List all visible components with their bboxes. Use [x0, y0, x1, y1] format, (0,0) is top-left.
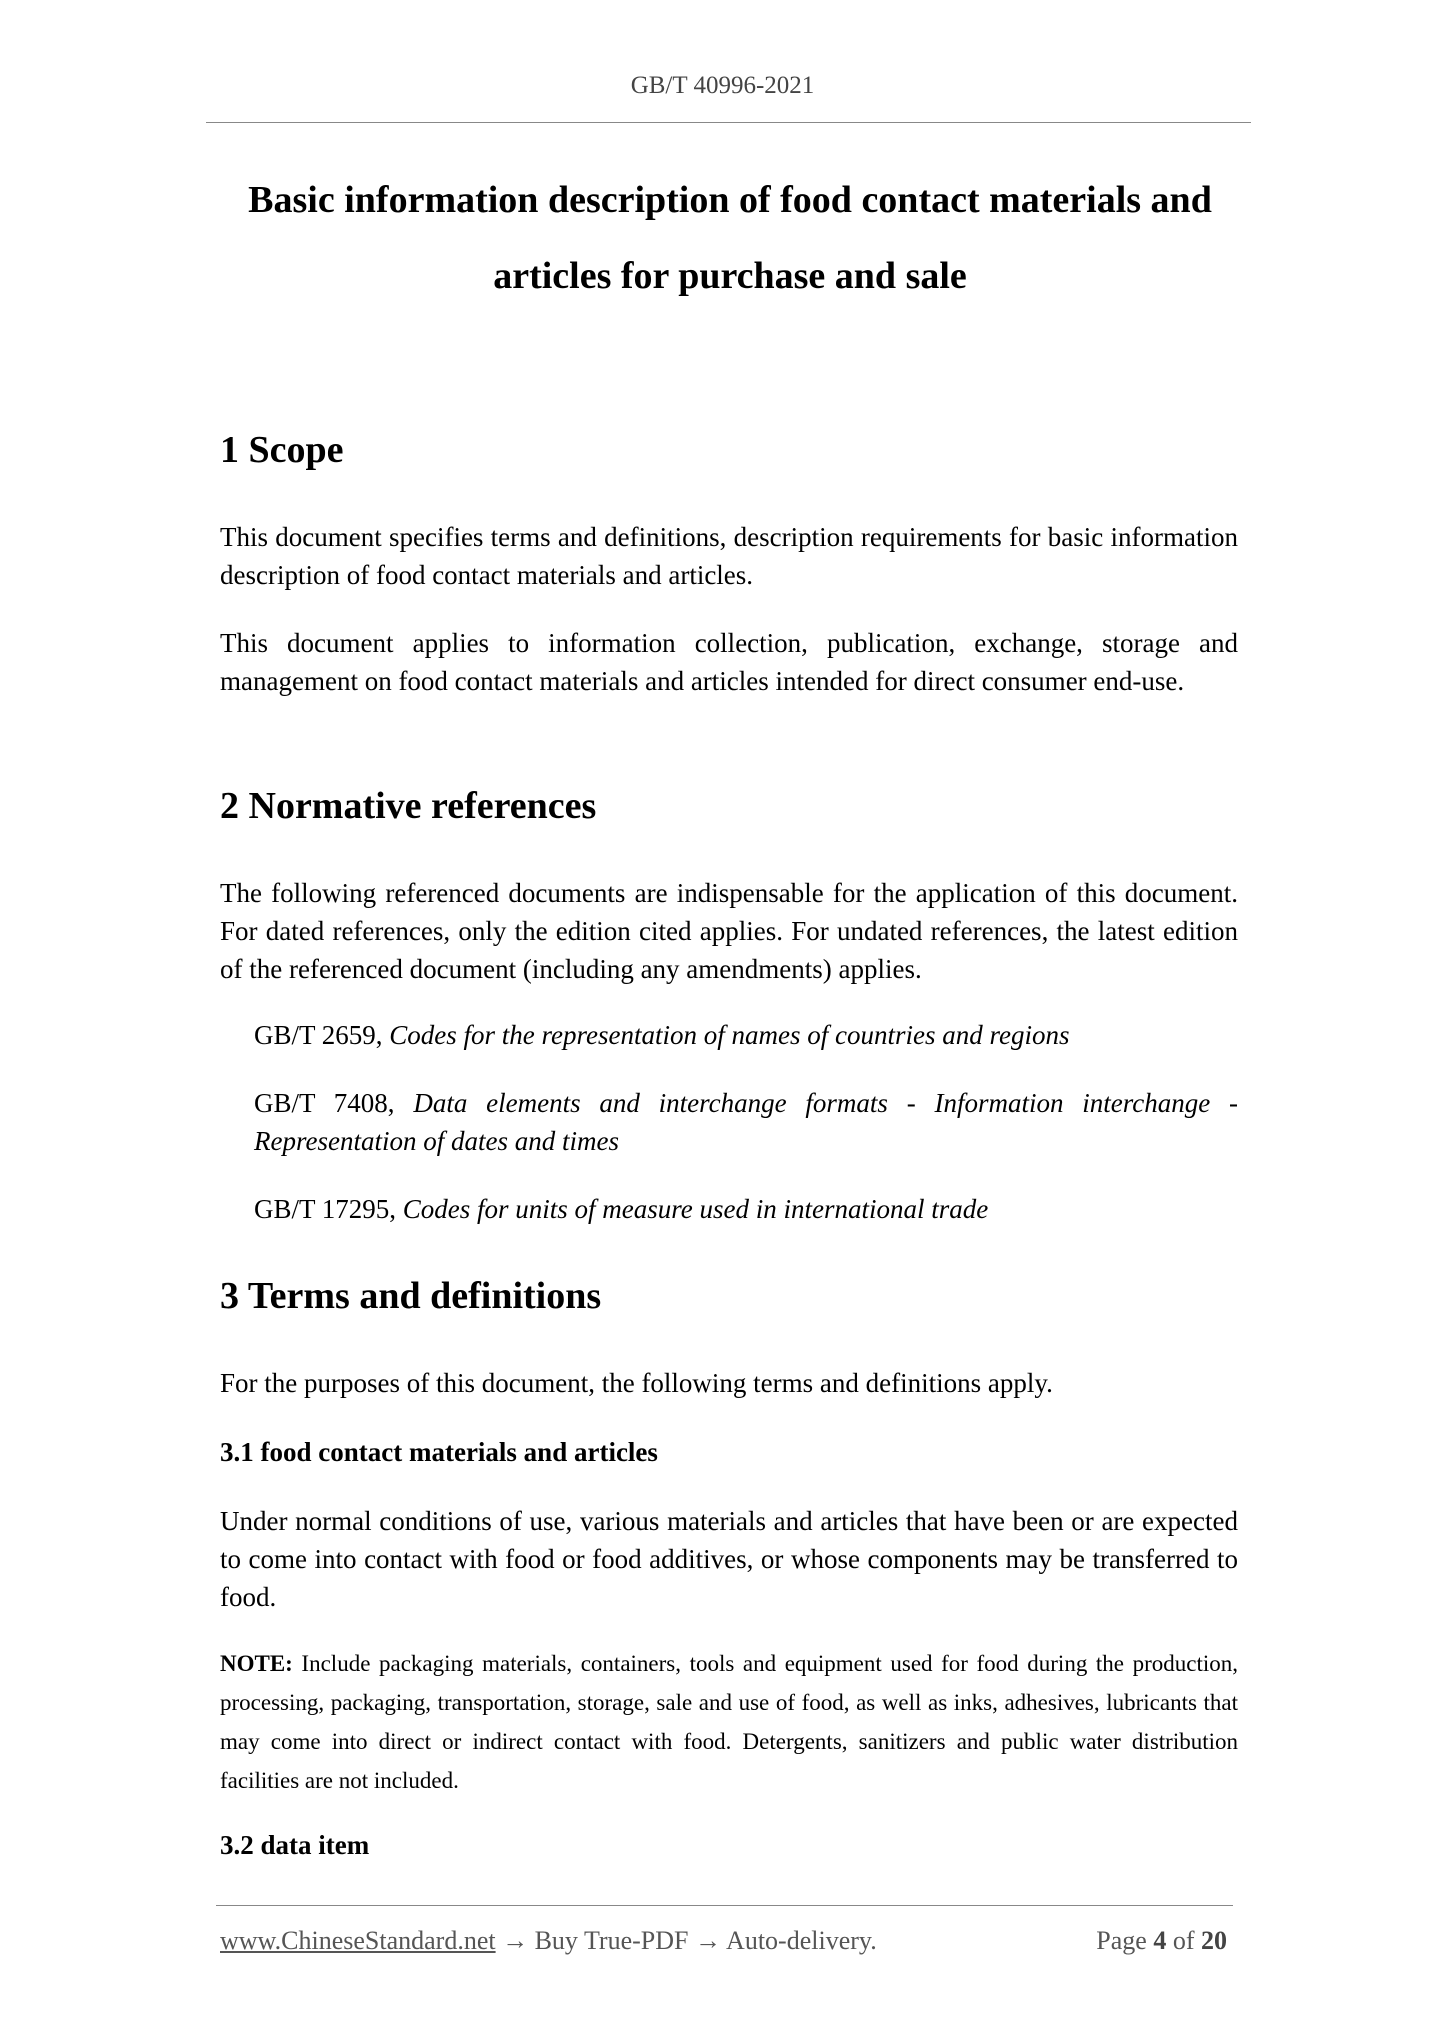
reference-code: GB/T 7408, — [254, 1088, 414, 1118]
subsection-3-1-definition: Under normal conditions of use, various materials and articles that have been or are expected to come into contact with food or food additives, or whose components may be transferred to food. — [220, 1506, 1238, 1612]
footer-site-link[interactable]: www.ChineseStandard.net — [220, 1926, 496, 1955]
section-2-paragraph-1: The following referenced documents are indispensable for the application of this document. For dated references, only the edition cited applies. For undated references, the latest edition of the referenced document (including any amendments) applies. — [220, 878, 1238, 984]
note-text: Include packaging materials, containers, tools and equipment used for food during the production, processing, packaging, transportation, storage, sale and use of food, as well as inks, adhesives, lubricants that may come into direct or indirect contact with food. Detergents, sanitizers and public water distribution facilities are not included. — [220, 1651, 1238, 1793]
header-divider — [206, 122, 1251, 123]
page-current: 4 — [1153, 1926, 1167, 1955]
section-1-heading: 1 Scope — [220, 429, 344, 471]
reference-code: GB/T 17295, — [254, 1194, 403, 1224]
subsection-3-2-heading: 3.2 data item — [220, 1830, 370, 1860]
note-label: NOTE: — [220, 1651, 293, 1676]
section-2-heading: 2 Normative references — [220, 785, 597, 827]
subsection-3-1-heading: 3.1 food contact materials and articles — [220, 1437, 658, 1467]
footer-promo — [220, 1926, 877, 1956]
section-3-paragraph-1: For the purposes of this document, the following terms and definitions apply. — [220, 1368, 1053, 1398]
header-doc-code: GB/T 40996-2021 — [630, 72, 815, 99]
section-1-paragraph-2: This document applies to information collection, publication, exchange, storage and management on food contact materials and articles intended for direct consumer end-use. — [220, 628, 1238, 696]
page-of: of — [1166, 1926, 1201, 1955]
title-line-2: articles for purchase and sale — [493, 255, 967, 297]
footer-promo-text: → Buy True-PDF → Auto-delivery. — [495, 1926, 877, 1955]
page-total: 20 — [1201, 1926, 1227, 1955]
note-paragraph — [220, 1644, 1238, 1800]
page-indicator — [1096, 1926, 1227, 1956]
reference-item — [254, 1016, 1238, 1054]
title-line-1: Basic information description of food contact materials and — [248, 179, 1212, 221]
page-word: Page — [1096, 1926, 1154, 1955]
reference-title: Codes for the representation of names of countries and regions — [389, 1020, 1070, 1050]
reference-code: GB/T 2659, — [254, 1020, 390, 1050]
section-3-heading: 3 Terms and definitions — [220, 1275, 602, 1317]
footer-divider — [216, 1905, 1233, 1906]
reference-title: Codes for units of measure used in international trade — [402, 1194, 989, 1224]
reference-item — [254, 1084, 1238, 1160]
reference-item — [254, 1190, 1238, 1228]
section-1-paragraph-1: This document specifies terms and definitions, description requirements for basic information description of food contact materials and articles. — [220, 522, 1238, 590]
document-title — [180, 162, 1280, 314]
reference-title: Data elements and interchange formats - Information interchange - Representation of dates and times — [254, 1088, 1238, 1156]
